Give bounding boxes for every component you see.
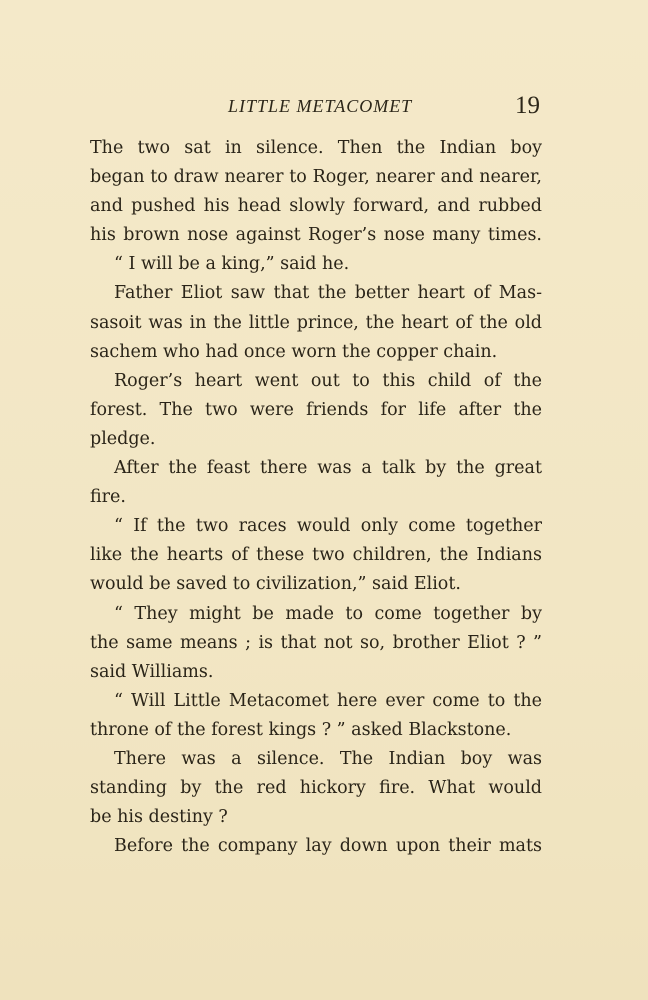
text-line: “ If the two races would only come together xyxy=(114,516,542,537)
text-line: would be saved to civilization,” said Eliot. xyxy=(90,574,461,595)
text-line: like the hearts of these two children, the Indians xyxy=(90,545,542,566)
text-line: forest. The two were friends for life after the xyxy=(90,399,542,420)
text-line: throne of the forest kings ? ” asked Blackstone. xyxy=(90,719,512,740)
text-line: fire. xyxy=(90,487,126,508)
text-line: After the feast there was a talk by the great xyxy=(114,458,542,479)
text-line: standing by the red hickory fire. What would xyxy=(90,778,542,799)
page-header xyxy=(90,92,542,128)
running-title: LITTLE METACOMET xyxy=(228,96,413,116)
body-text xyxy=(90,134,542,861)
page-number: 19 xyxy=(515,92,540,119)
text-line: said Williams. xyxy=(90,661,214,682)
text-line: sasoit was in the little prince, the heart of the old xyxy=(90,312,542,333)
text-line: The two sat in silence. Then the Indian boy xyxy=(90,138,542,158)
text-line: began to draw nearer to Roger, nearer and nearer, xyxy=(90,167,542,188)
text-line: be his destiny ? xyxy=(90,807,228,828)
text-line: the same means ; is that not so, brother Eliot ? ” xyxy=(90,632,542,653)
text-line: Before the company lay down upon their mats xyxy=(114,836,542,857)
text-line: Roger’s heart went out to this child of the xyxy=(114,370,542,391)
text-line: “ I will be a king,” said he. xyxy=(114,254,350,275)
text-line: pledge. xyxy=(90,428,156,449)
text-line: “ They might be made to come together by xyxy=(114,603,542,624)
text-line: Father Eliot saw that the better heart of Mas- xyxy=(114,283,542,304)
text-line: “ Will Little Metacomet here ever come to the xyxy=(114,690,542,711)
text-line: There was a silence. The Indian boy was xyxy=(114,748,542,769)
text-line: sachem who had once worn the copper chain. xyxy=(90,341,498,362)
text-line: his brown nose against Roger’s nose many times. xyxy=(90,225,542,246)
text-line: and pushed his head slowly forward, and rubbed xyxy=(90,196,542,217)
